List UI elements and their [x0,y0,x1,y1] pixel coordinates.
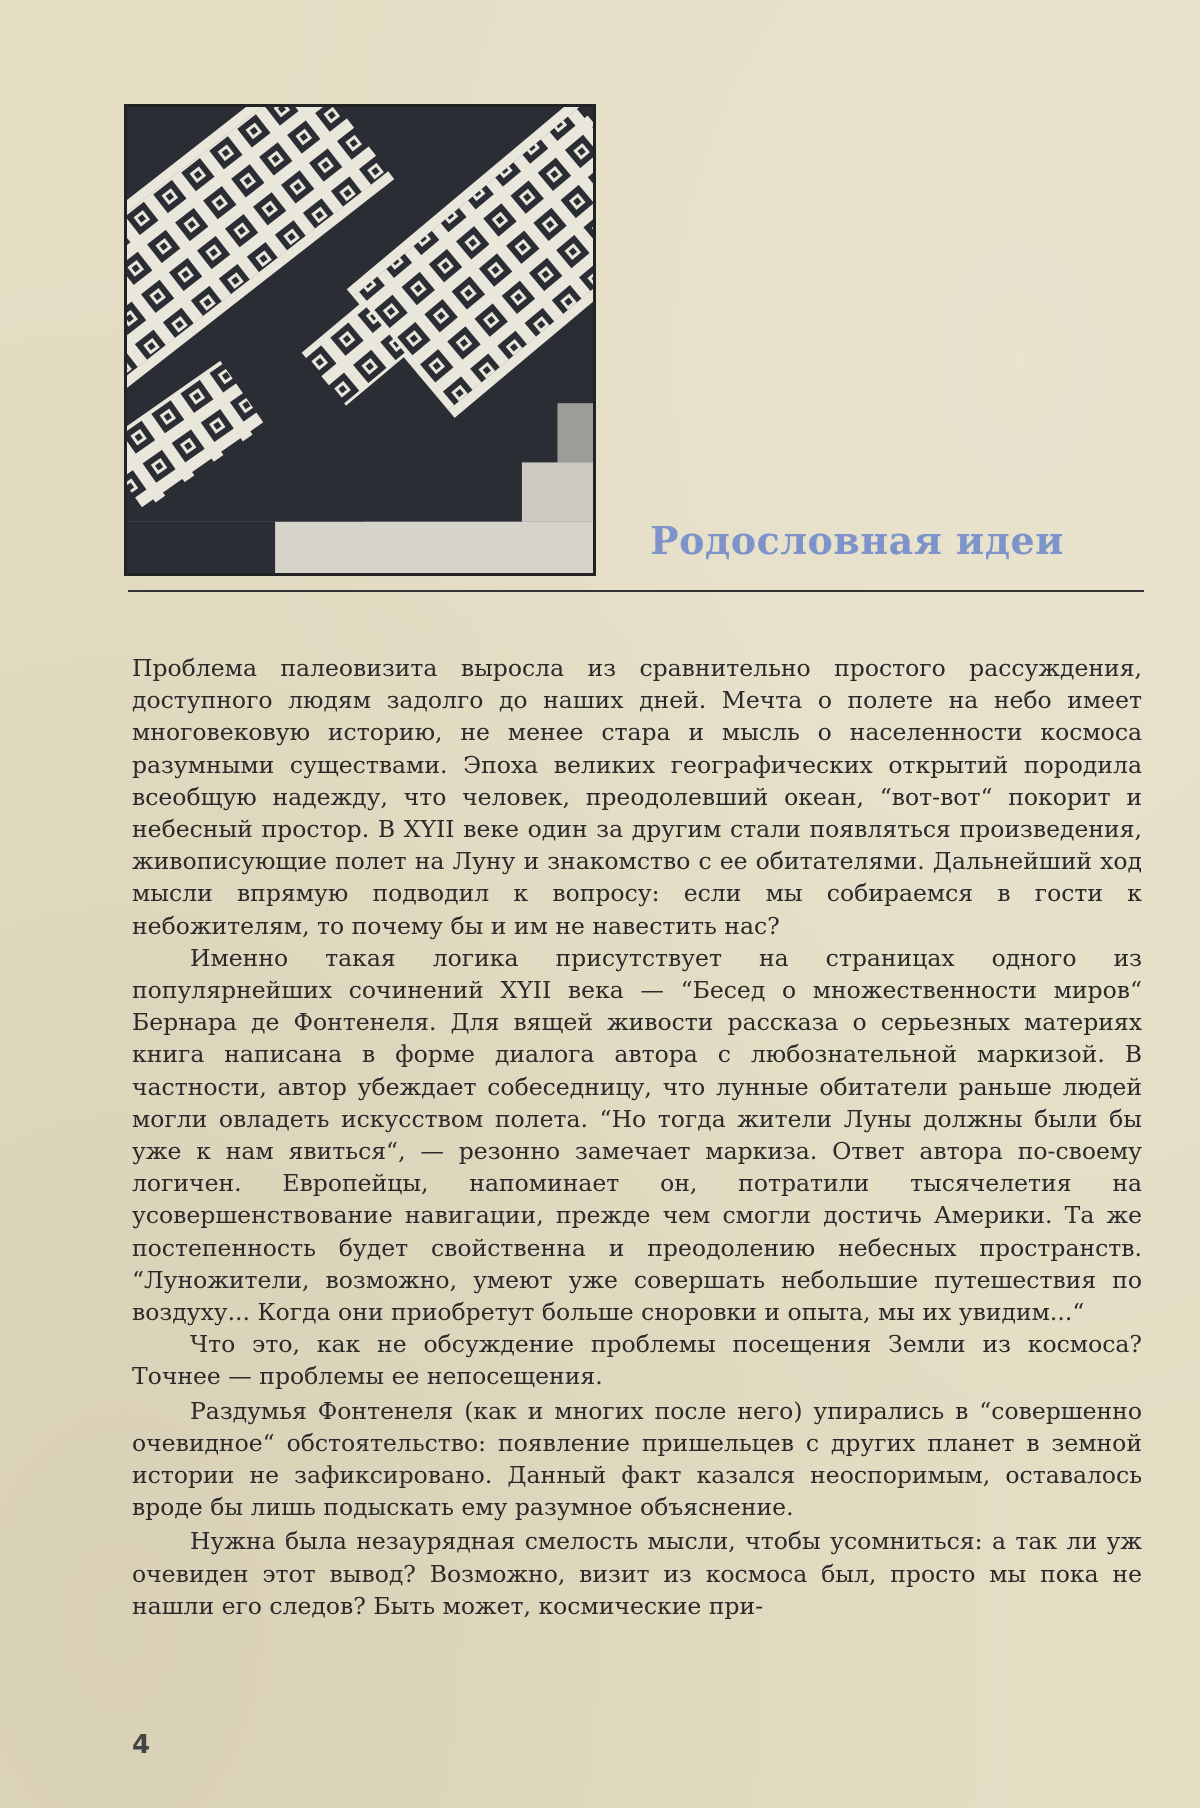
ornament-pattern-illustration [124,104,596,576]
paragraph: Именно такая логика присутствует на страницах одного из популярнейших сочинений XYII века — “Бесед о множественности миров“ Бернара де Фонтенеля. Для вящей живости рассказа о серьезных материях книга написана в форме диалога автора с любознательной маркизой. В частности, автор убеждает собеседницу, что лунные обитатели раньше людей могли овладеть искусством полета. “Но тогда жители Луны должны были бы уже к нам явиться“, — резонно замечает маркиза. Ответ автора по-своему логичен. Европейцы, напоминает он, потратили тысячелетия на усовершенствование навигации, прежде чем смогли достичь Америки. Та же постепенность будет свойственна и преодолению небесных пространств. “Луножители, возможно, умеют уже совершать небольшие путешествия по воздуху... Когда они приобретут больше сноровки и опыта, мы их увидим...“ [132,943,1142,1327]
paragraph: Нужна была незаурядная смелость мысли, чтобы усомниться: а так ли уж очевиден этот вывод? Возможно, визит из космоса был, просто мы пока не нашли его следов? Быть может, космические при- [132,1527,1142,1620]
paragraph: Что это, как не обсуждение проблемы посещения Земли из космоса? Точнее — проблемы ее непосещения. [132,1330,1142,1391]
title-divider [128,590,1144,592]
paragraph: Раздумья Фонтенеля (как и многих после него) упирались в “совершенно очевидное“ обстоятельство: появление пришельцев с других планет в земной истории не зафиксировано. Данный факт казался неоспоримым, оставалось вроде бы лишь подыскать ему разумное объяснение. [132,1396,1142,1522]
article-body [132,652,1142,1622]
page-number: 4 [132,1730,151,1760]
article-title: Родословная идеи [650,518,1064,563]
paragraph: Проблема палеовизита выросла из сравнительно простого рассуждения, доступного людям задолго до наших дней. Мечта о полете на небо имеет многовековую историю, не менее стара и мысль о населенности космоса разумными существами. Эпоха великих географических открытий породила всеобщую надежду, что человек, преодолевший океан, “вот-вот“ покорит и небесный простор. В XYII веке один за другим стали появляться произведения, живописующие полет на Луну и знакомство с ее обитателями. Дальнейший ход мысли впрямую подводил к вопросу: если мы собираемся в гости к небожителям, то почему бы и им не навестить нас? [132,654,1142,940]
